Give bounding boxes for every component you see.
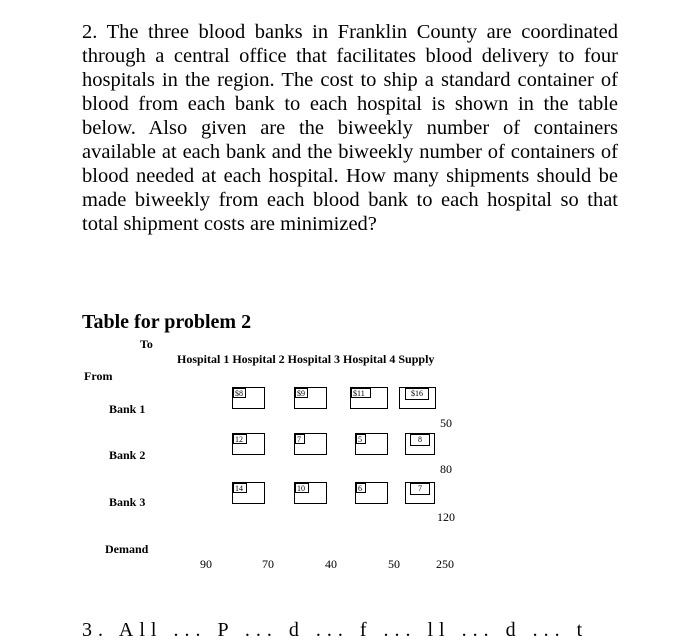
cost-bank1-h3: $11 bbox=[351, 388, 371, 398]
cost-bank3-h1: 14 bbox=[233, 483, 247, 493]
demand-label: Demand bbox=[105, 542, 149, 556]
cost-bank3-h2: 10 bbox=[295, 483, 309, 493]
supply-bank-1: 50 bbox=[440, 416, 452, 430]
column-header: Hospital 1 Hospital 2 Hospital 3 Hospital 4 Supply bbox=[177, 352, 435, 366]
row-label-bank-3: Bank 3 bbox=[109, 495, 146, 509]
cost-bank1-h2: $9 bbox=[295, 388, 308, 398]
cost-bank2-h3: 5 bbox=[356, 434, 366, 444]
problem-statement: 2. The three blood banks in Franklin County are coordinated through a central office that facilitates blood delivery to four hospitals in the region. The cost to ship a standard container of blood from each bank to each hospital is shown in the table below. Also given are the biweekly number of containers available at each bank and the biweekly number of containers of blood needed at each hospital. How many shipments should be made biweekly from each blood bank to each hospital so that total shipment costs are minimized? bbox=[82, 21, 618, 235]
row-label-bank-2: Bank 2 bbox=[109, 448, 146, 462]
cost-bank1-h1: $8 bbox=[233, 388, 246, 398]
demand-hospital-4: 50 bbox=[388, 557, 400, 571]
cost-bank2-h2: 7 bbox=[295, 434, 305, 444]
demand-hospital-1: 90 bbox=[200, 557, 212, 571]
table-title: Table for problem 2 bbox=[82, 311, 252, 333]
to-label: To bbox=[140, 337, 153, 351]
supply-bank-3: 120 bbox=[437, 510, 455, 524]
cost-bank3-h3: 6 bbox=[356, 483, 366, 493]
total-supply-demand: 250 bbox=[436, 557, 454, 571]
cost-bank1-h4: $16 bbox=[405, 388, 429, 400]
from-label: From bbox=[84, 369, 113, 383]
cost-bank2-h4: 8 bbox=[410, 434, 430, 446]
next-problem-fragment: 3. All ... P ... d ... f ... ll ... d ... t bbox=[82, 619, 589, 641]
cost-bank2-h1: 12 bbox=[233, 434, 247, 444]
demand-hospital-2: 70 bbox=[262, 557, 274, 571]
demand-hospital-3: 40 bbox=[325, 557, 337, 571]
row-label-bank-1: Bank 1 bbox=[109, 402, 146, 416]
cost-bank3-h4: 7 bbox=[410, 483, 430, 495]
supply-bank-2: 80 bbox=[440, 462, 452, 476]
